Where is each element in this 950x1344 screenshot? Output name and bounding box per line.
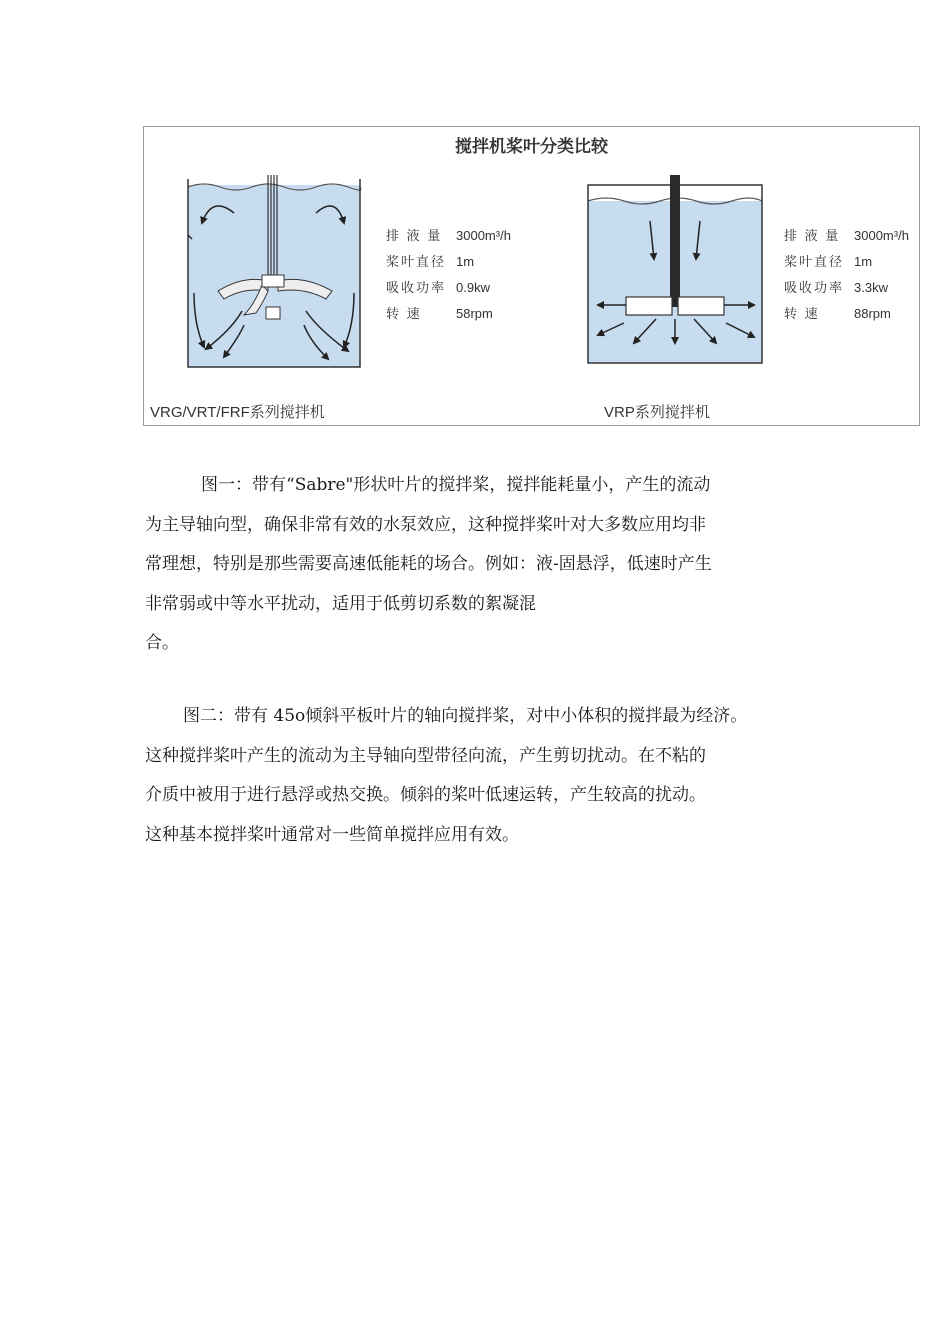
spec-value: 3000m³/h <box>456 228 511 243</box>
spec-value: 88rpm <box>854 306 891 321</box>
spec-row <box>386 249 511 275</box>
paragraph-line: 这种基本搅拌桨叶通常对一些简单搅拌应用有效。 <box>145 824 519 845</box>
spec-label: 转 速 <box>784 306 820 321</box>
impeller-comparison-figure <box>143 126 920 426</box>
paragraph-line: 非常弱或中等水平扰动，适用于低剪切系数的絮凝混 <box>145 593 536 614</box>
left-caption: VRG/VRT/FRF系列搅拌机 <box>150 404 325 421</box>
spec-label: 桨叶直径 <box>784 254 845 269</box>
right-tank-diagram <box>584 175 766 367</box>
left-tank-diagram <box>184 175 364 370</box>
left-spec-list <box>386 223 511 327</box>
spec-row <box>784 301 909 327</box>
spec-value: 3.3kw <box>854 280 888 295</box>
spec-label: 桨叶直径 <box>386 254 447 269</box>
spec-row <box>386 223 511 249</box>
spec-value: 58rpm <box>456 306 493 321</box>
paragraph-line: 常理想，特别是那些需要高速低能耗的场合。例如：液-固悬浮，低速时产生 <box>145 554 712 574</box>
paragraph-line: 合。 <box>145 633 179 653</box>
spec-label: 排 液 量 <box>386 228 443 243</box>
spec-value: 3000m³/h <box>854 228 909 243</box>
spec-label: 排 液 量 <box>784 228 841 243</box>
spec-label: 吸收功率 <box>386 280 447 295</box>
paragraph-line: 为主导轴向型，确保非常有效的水泵效应，这种搅拌桨叶对大多数应用均非 <box>145 514 706 535</box>
right-spec-list <box>784 223 909 327</box>
spec-row <box>784 223 909 249</box>
spec-row <box>386 301 511 327</box>
figure-title: 搅拌机桨叶分类比较 <box>455 137 608 157</box>
spec-row <box>386 275 511 301</box>
spec-value: 1m <box>854 254 873 269</box>
spec-row <box>784 275 909 301</box>
paragraph-figure-1 <box>145 466 785 664</box>
paragraph-line: 介质中被用于进行悬浮或热交换。倾斜的桨叶低速运转，产生较高的扰动。 <box>145 785 706 805</box>
right-caption: VRP系列搅拌机 <box>604 404 710 421</box>
spec-label: 吸收功率 <box>784 280 845 295</box>
paragraph-line: 图一：带有“Sabre"形状叶片的搅拌桨，搅拌能耗量小，产生的流动 <box>201 475 711 495</box>
paragraph-line: 这种搅拌桨叶产生的流动为主导轴向型带径向流，产生剪切扰动。在不粘的 <box>145 745 706 766</box>
paragraph-figure-2 <box>145 697 785 855</box>
spec-row <box>784 249 909 275</box>
spec-value: 0.9kw <box>456 280 490 295</box>
paragraph-line: 图二：带有 45o倾斜平板叶片的轴向搅拌桨，对中小体积的搅拌最为经济。 <box>183 706 748 726</box>
spec-label: 转 速 <box>386 306 422 321</box>
spec-value: 1m <box>456 254 475 269</box>
